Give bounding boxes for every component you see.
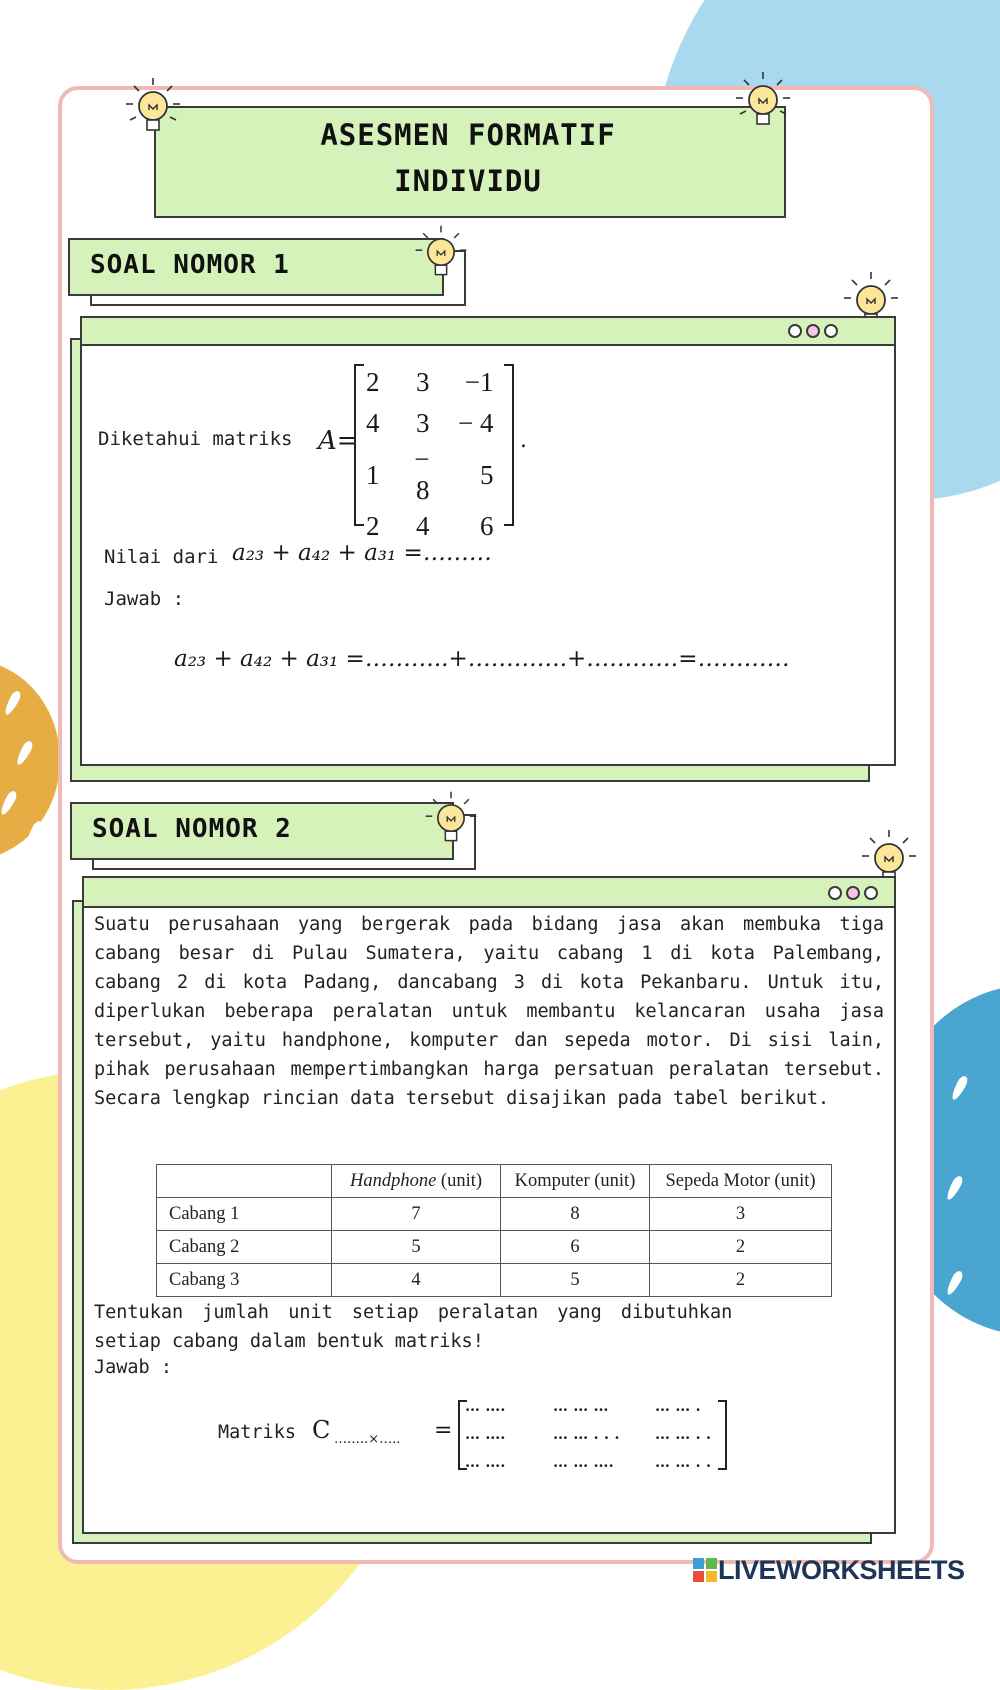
- table-header-cell: Sepeda Motor (unit): [650, 1165, 832, 1198]
- table-header-row: [157, 1165, 832, 1198]
- table-header-cell: Handphone (unit): [332, 1165, 501, 1198]
- background-blob-orange: [0, 660, 60, 860]
- q2-data-table: [156, 1164, 832, 1297]
- window-dot-icon: [846, 886, 860, 900]
- q1-matrix: [354, 364, 518, 541]
- lightbulb-icon: [730, 68, 796, 134]
- q1-answer-label: Jawab :: [104, 588, 185, 610]
- q1-answer-expression: a₂₃ + a₄₂ + a₃₁ =………..+………….+…………=…………: [174, 646, 790, 672]
- page-title: [154, 112, 782, 204]
- q2-tab-label: SOAL NOMOR 2: [92, 814, 292, 844]
- window-dot-icon: [806, 324, 820, 338]
- lightbulb-icon: [420, 788, 482, 850]
- q1-question-prefix: Nilai dari: [104, 546, 219, 568]
- title-line-1: ASESMEN FORMATIF: [320, 118, 616, 152]
- title-line-2: INDIVIDU: [394, 164, 542, 198]
- q1-matrix-name: A=: [318, 426, 359, 456]
- table-header-cell: [157, 1165, 332, 1198]
- lightbulb-icon: [410, 222, 472, 284]
- q2-paragraph: Suatu perusahaan yang bergerak pada bidang jasa akan membuka tiga cabang besar di Pulau Sumatera, yaitu cabang 1 di kota Palembang, cabang 2 di kota Padang, dancabang 3 di kota Pekanbaru. Untuk itu, diperlukan beberapa peralatan untuk membantu kelancaran usaha jasa tersebut, yaitu handphone, komputer dan sepeda motor. Di sisi lain, pihak perusahaan mempertimbangkan harga persatuan peralatan tersebut. Secara lengkap rincian data tersebut disajikan pada tabel berikut.: [94, 914, 884, 1109]
- liveworksheets-logo-icon: [692, 1557, 718, 1583]
- q2-tab: [70, 802, 454, 860]
- q2-instruction-line-2: setiap cabang dalam bentuk matriks!: [94, 1331, 484, 1352]
- q2-matrix-name: C: [312, 1416, 331, 1444]
- q2-matrix-equals: =: [434, 1418, 453, 1443]
- table-row: Cabang 2 5 6 2: [157, 1231, 832, 1264]
- q2-answer-matrix: [458, 1397, 732, 1471]
- q2-answer-matrix-blanks: … …. … … … … … . … …. … … . . . … … . . … …. … … …. … … . .: [465, 1397, 712, 1471]
- table-header-cell: Komputer (unit): [501, 1165, 650, 1198]
- table-row: Cabang 3 4 5 2: [157, 1264, 832, 1297]
- q2-answer-label: Jawab :: [94, 1357, 172, 1378]
- q1-matrix-end: .: [520, 428, 527, 453]
- q2-window-titlebar: [84, 878, 894, 908]
- q2-matrix-dims: ……..×…..: [334, 1432, 401, 1447]
- q1-matrix-values: 2 3 −1 4 3 − 4 1 − 8 5 2 4 6: [366, 367, 494, 541]
- q1-question-expression: a₂₃ + a₄₂ + a₃₁ =………: [232, 540, 492, 566]
- q1-window-titlebar: [82, 318, 894, 346]
- window-dot-icon: [828, 886, 842, 900]
- lightbulb-icon: [120, 74, 186, 140]
- q1-tab: [68, 238, 444, 296]
- table-row: Cabang 1 7 8 3: [157, 1198, 832, 1231]
- window-dot-icon: [824, 324, 838, 338]
- q2-instruction-line-1: Tentukan jumlah unit setiap peralatan yang dibutuhkan: [94, 1302, 733, 1323]
- window-dot-icon: [864, 886, 878, 900]
- q1-tab-label: SOAL NOMOR 1: [90, 250, 290, 280]
- q2-matrix-label: Matriks: [218, 1422, 296, 1443]
- liveworksheets-logo: LIVEWORKSHEETS: [692, 1555, 965, 1586]
- q1-intro: Diketahui matriks: [98, 428, 293, 450]
- window-dot-icon: [788, 324, 802, 338]
